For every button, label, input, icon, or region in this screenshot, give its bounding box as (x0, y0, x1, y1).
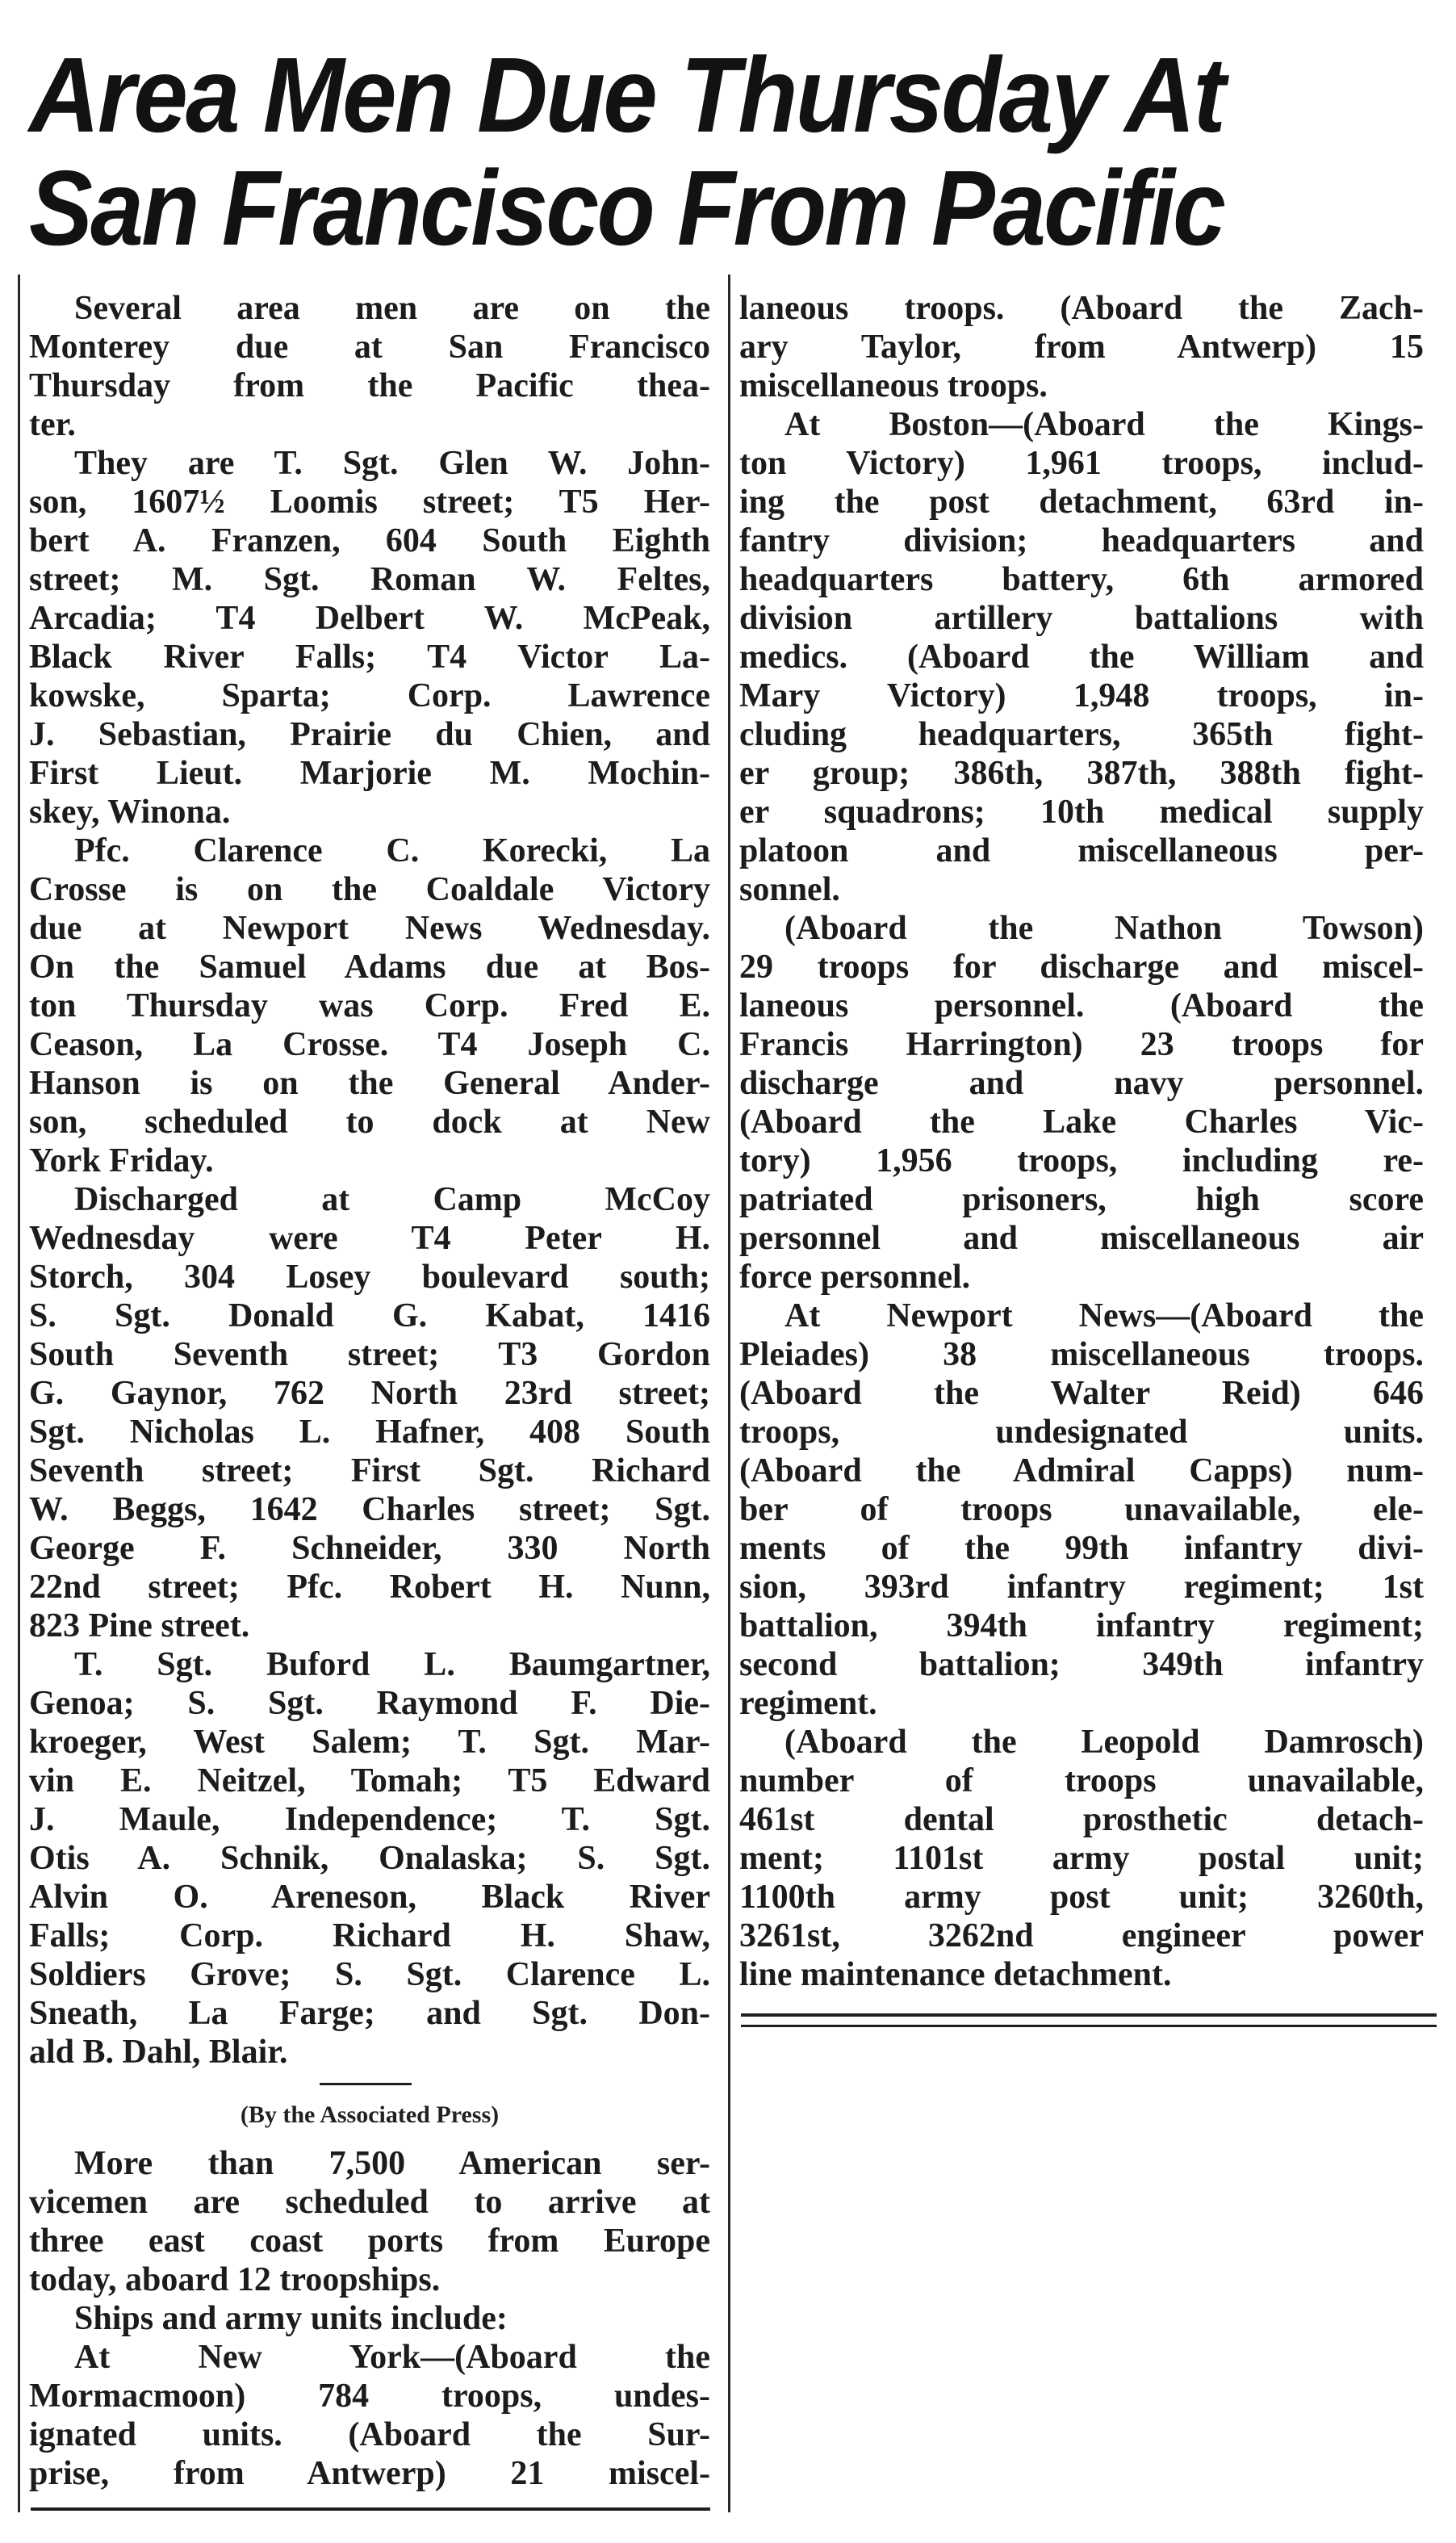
text-line: 3261st, 3262nd engineer power (739, 1917, 1424, 1954)
text-line: (Aboard the Nathon Towson) (784, 910, 1424, 947)
text-line: division artillery battalions with (739, 600, 1424, 637)
left-border-rule (18, 274, 20, 2512)
text-line: kowske, Sparta; Corp. Lawrence (29, 677, 710, 714)
text-line: Thursday from the Pacific thea- (29, 367, 710, 404)
text-line: 823 Pine street. (29, 1607, 250, 1644)
text-line: ignated units. (Aboard the Sur- (29, 2416, 710, 2453)
section-divider-short-rule (320, 2083, 412, 2085)
paragraph (739, 1723, 1424, 1994)
text-line: Sneath, La Farge; and Sgt. Don- (29, 1995, 710, 2032)
text-line: line maintenance detachment. (739, 1956, 1172, 1993)
text-line: J. Maule, Independence; T. Sgt. (29, 1801, 710, 1838)
text-line: er squadrons; 10th medical supply (739, 794, 1424, 831)
text-line: second battalion; 349th infantry (739, 1646, 1424, 1683)
text-line: vin E. Neitzel, Tomah; T5 Edward (29, 1762, 710, 1799)
paragraph (29, 289, 710, 444)
column-2-end-rule-bottom (741, 2025, 1437, 2027)
text-line: force personnel. (739, 1259, 971, 1296)
text-line: 1100th army post unit; 3260th, (739, 1879, 1424, 1916)
article-column-1-continued (29, 2144, 710, 2493)
column-2-end-rule-top (741, 2013, 1437, 2017)
article-column-2 (739, 289, 1424, 1994)
text-line: George F. Schneider, 330 North (29, 1530, 710, 1567)
text-line: 22nd street; Pfc. Robert H. Nunn, (29, 1569, 710, 1606)
text-line: Mary Victory) 1,948 troops, in- (739, 677, 1424, 714)
text-line: ald B. Dahl, Blair. (29, 2034, 288, 2071)
text-line: Ships and army units include: (74, 2300, 508, 2337)
text-line: Arcadia; T4 Delbert W. McPeak, (29, 600, 710, 637)
text-line: fantry division; headquarters and (739, 522, 1424, 559)
paragraph (29, 1645, 710, 2072)
headline-line-2: San Francisco From Pacific (29, 149, 1224, 267)
text-line: Wednesday were T4 Peter H. (29, 1220, 710, 1257)
paragraph (29, 2144, 710, 2299)
text-line: They are T. Sgt. Glen W. John- (74, 445, 710, 482)
text-line: laneous personnel. (Aboard the (739, 987, 1424, 1024)
paragraph (29, 444, 710, 832)
text-line: ments of the 99th infantry divi- (739, 1530, 1424, 1567)
text-line: At New York—(Aboard the (74, 2339, 710, 2376)
text-line: street; M. Sgt. Roman W. Feltes, (29, 561, 710, 598)
text-line: Genoa; S. Sgt. Raymond F. Die- (29, 1685, 710, 1722)
paragraph (29, 2299, 710, 2338)
text-line: ber of troops unavailable, ele- (739, 1491, 1424, 1528)
text-line: Soldiers Grove; S. Sgt. Clarence L. (29, 1956, 710, 1993)
text-line: South Seventh street; T3 Gordon (29, 1336, 710, 1373)
text-line: Falls; Corp. Richard H. Shaw, (29, 1917, 710, 1954)
text-line: J. Sebastian, Prairie du Chien, and (29, 716, 710, 753)
text-line: battalion, 394th infantry regiment; (739, 1607, 1424, 1644)
text-line: number of troops unavailable, (739, 1762, 1424, 1799)
paragraph (739, 405, 1424, 909)
text-line: (Aboard the Leopold Damrosch) (784, 1724, 1424, 1761)
text-line: (Aboard the Walter Reid) 646 (739, 1375, 1424, 1412)
text-line: First Lieut. Marjorie M. Mochin- (29, 755, 710, 792)
text-line: kroeger, West Salem; T. Sgt. Mar- (29, 1724, 710, 1761)
text-line: Pfc. Clarence C. Korecki, La (74, 832, 710, 869)
text-line: More than 7,500 American ser- (74, 2145, 710, 2182)
text-line: Crosse is on the Coaldale Victory (29, 871, 710, 908)
text-line: skey, Winona. (29, 794, 231, 831)
text-line: G. Gaynor, 762 North 23rd street; (29, 1375, 710, 1412)
text-line: Hanson is on the General Ander- (29, 1065, 710, 1102)
text-line: Discharged at Camp McCoy (74, 1181, 710, 1218)
text-line: sion, 393rd infantry regiment; 1st (739, 1569, 1424, 1606)
byline-associated-press: (By the Associated Press) (240, 2101, 500, 2128)
text-line: er group; 386th, 387th, 388th fight- (739, 755, 1424, 792)
text-line: T. Sgt. Buford L. Baumgartner, (74, 1646, 710, 1683)
text-line: discharge and navy personnel. (739, 1065, 1424, 1102)
text-line: ment; 1101st army postal unit; (739, 1840, 1424, 1877)
text-line: Otis A. Schnik, Onalaska; S. Sgt. (29, 1840, 710, 1877)
text-line: regiment. (739, 1685, 877, 1722)
text-line: medics. (Aboard the William and (739, 639, 1424, 676)
headline-line-1: Area Men Due Thursday At (29, 36, 1224, 154)
text-line: Seventh street; First Sgt. Richard (29, 1452, 710, 1489)
text-line: headquarters battery, 6th armored (739, 561, 1424, 598)
text-line: Monterey due at San Francisco (29, 329, 710, 366)
text-line: At Boston—(Aboard the Kings- (784, 406, 1424, 443)
text-line: cluding headquarters, 365th fight- (739, 716, 1424, 753)
paragraph (29, 2338, 710, 2493)
text-line: 461st dental prosthetic detach- (739, 1801, 1424, 1838)
text-line: troops, undesignated units. (739, 1414, 1424, 1451)
text-line: (Aboard the Admiral Capps) num- (739, 1452, 1424, 1489)
text-line: platoon and miscellaneous per- (739, 832, 1424, 869)
text-line: son, 1607½ Loomis street; T5 Her- (29, 484, 710, 521)
text-line: Mormacmoon) 784 troops, undes- (29, 2378, 710, 2415)
text-line: patriated prisoners, high score (739, 1181, 1424, 1218)
text-line: S. Sgt. Donald G. Kabat, 1416 (29, 1297, 710, 1334)
text-line: York Friday. (29, 1142, 214, 1179)
text-line: due at Newport News Wednesday. (29, 910, 710, 947)
text-line: 29 troops for discharge and miscel- (739, 949, 1424, 986)
paragraph (29, 1180, 710, 1645)
text-line: today, aboard 12 troopships. (29, 2261, 441, 2298)
text-line: ter. (29, 406, 76, 443)
text-line: miscellaneous troops. (739, 367, 1048, 404)
text-line: Pleiades) 38 miscellaneous troops. (739, 1336, 1424, 1373)
text-line: ary Taylor, from Antwerp) 15 (739, 329, 1424, 366)
text-line: Black River Falls; T4 Victor La- (29, 639, 710, 676)
text-line: On the Samuel Adams due at Bos- (29, 949, 710, 986)
text-line: sonnel. (739, 871, 840, 908)
text-line: tory) 1,956 troops, including re- (739, 1142, 1424, 1179)
text-line: Ceason, La Crosse. T4 Joseph C. (29, 1026, 710, 1063)
column-divider-rule (728, 274, 730, 2512)
text-line: At Newport News—(Aboard the (784, 1297, 1424, 1334)
text-line: three east coast ports from Europe (29, 2223, 710, 2260)
paragraph (739, 1297, 1424, 1723)
paragraph (739, 909, 1424, 1297)
text-line: prise, from Antwerp) 21 miscel- (29, 2455, 710, 2492)
text-line: Francis Harrington) 23 troops for (739, 1026, 1424, 1063)
text-line: son, scheduled to dock at New (29, 1104, 710, 1141)
text-line: (Aboard the Lake Charles Vic- (739, 1104, 1424, 1141)
paragraph (739, 289, 1424, 405)
text-line: laneous troops. (Aboard the Zach- (739, 290, 1424, 327)
text-line: personnel and miscellaneous air (739, 1220, 1424, 1257)
text-line: ing the post detachment, 63rd in- (739, 484, 1424, 521)
text-line: ton Thursday was Corp. Fred E. (29, 987, 710, 1024)
text-line: bert A. Franzen, 604 South Eighth (29, 522, 710, 559)
text-line: ton Victory) 1,961 troops, includ- (739, 445, 1424, 482)
text-line: Storch, 304 Losey boulevard south; (29, 1259, 710, 1296)
column-1-bottom-rule (31, 2507, 710, 2511)
text-line: Several area men are on the (74, 290, 710, 327)
paragraph (29, 832, 710, 1180)
text-line: Alvin O. Areneson, Black River (29, 1879, 710, 1916)
article-column-1 (29, 289, 710, 2072)
text-line: Sgt. Nicholas L. Hafner, 408 South (29, 1414, 710, 1451)
text-line: vicemen are scheduled to arrive at (29, 2184, 710, 2221)
text-line: W. Beggs, 1642 Charles street; Sgt. (29, 1491, 710, 1528)
